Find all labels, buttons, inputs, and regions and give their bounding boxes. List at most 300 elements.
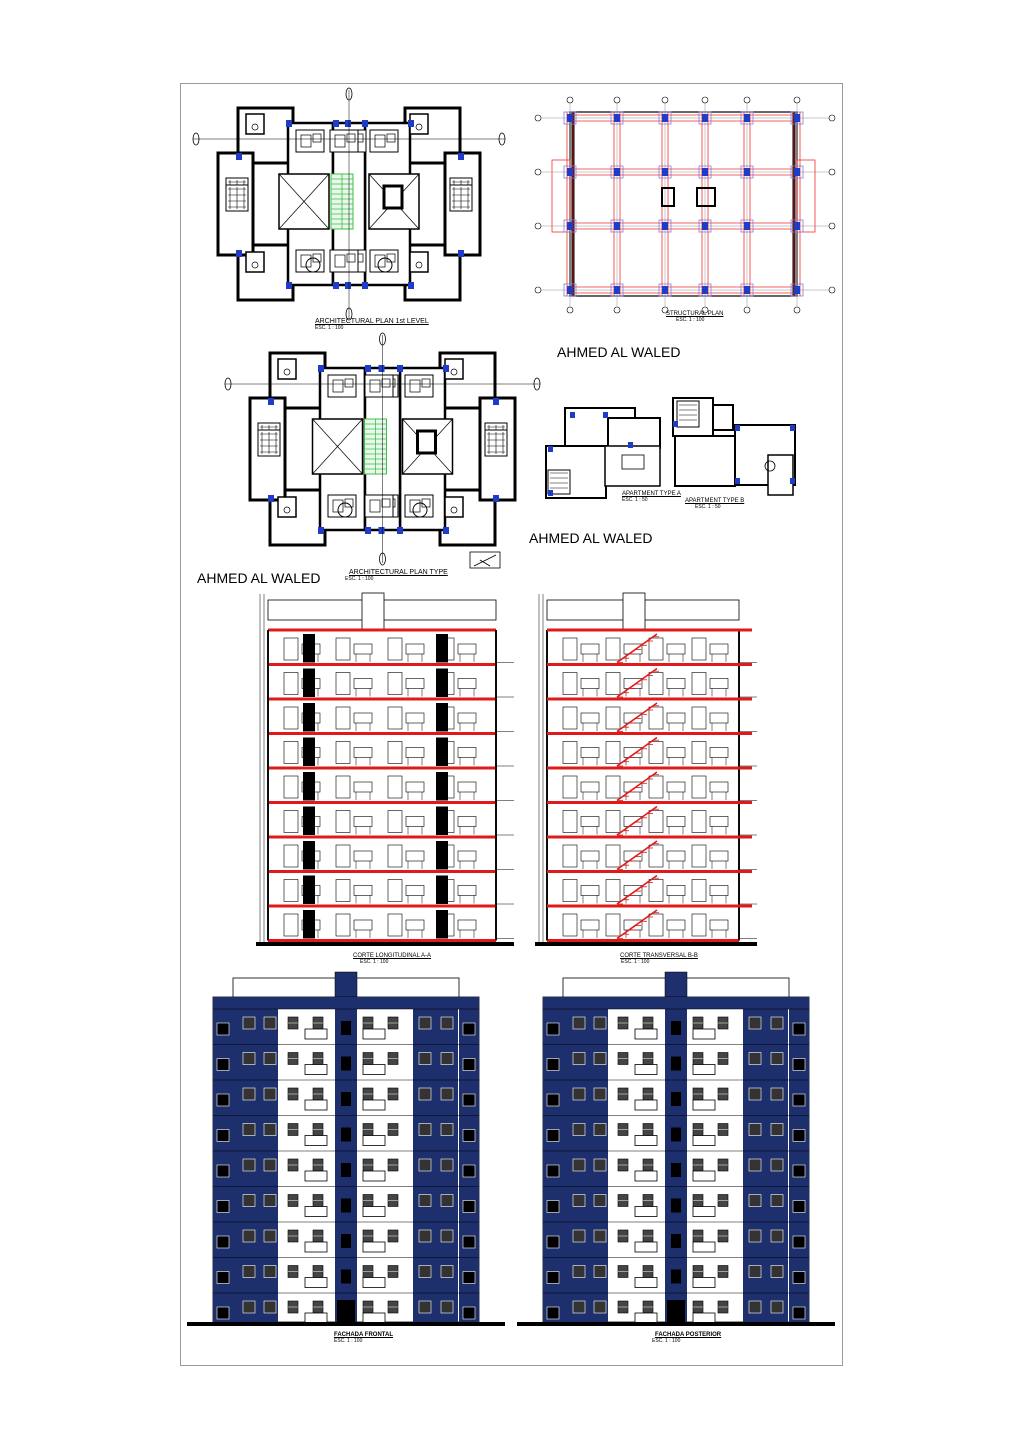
window [594,1301,606,1313]
plan-type-title: ARCHITECTURAL PLAN TYPE [349,569,448,576]
stair-window [671,1128,681,1142]
window [264,1266,276,1278]
window [243,1017,255,1029]
window [217,1201,229,1213]
window [264,1159,276,1171]
column [236,250,242,257]
column [662,114,668,122]
furniture-elevation [458,748,476,758]
column [614,222,620,230]
window [594,1088,606,1100]
door-elevation [336,673,350,695]
window [547,1130,559,1142]
balcony [635,1100,657,1110]
elevator [418,431,436,453]
window [419,1195,431,1207]
stair-window [341,1270,351,1284]
window [793,1130,805,1142]
window [547,1059,559,1071]
door-elevation [563,707,577,729]
window [771,1159,783,1171]
window [243,1088,255,1100]
hatched-wall [436,738,448,767]
door-elevation [336,811,350,833]
furniture-elevation [624,920,642,930]
stair-window [671,1199,681,1213]
door-elevation [388,880,402,902]
hatched-wall [436,876,448,905]
apartment-a-title: APARTMENT TYPE A [622,491,681,497]
furniture-elevation [667,886,685,896]
apt-a-table [622,455,644,469]
window [573,1159,585,1171]
furniture-elevation [710,782,728,792]
column [365,365,371,372]
stair-window [341,1199,351,1213]
door-elevation [692,638,706,660]
window [264,1088,276,1100]
window [749,1266,761,1278]
door-elevation [336,880,350,902]
window [419,1301,431,1313]
balcony [305,1207,327,1217]
column [735,425,740,431]
furniture-elevation [624,817,642,827]
door-elevation [336,845,350,867]
furniture-elevation [581,817,599,827]
window [463,1023,475,1035]
window [749,1017,761,1029]
hatched-wall [303,876,315,905]
axis-bubble [535,115,541,121]
window [243,1266,255,1278]
section-aa-title: CORTE LONGITUDINAL A-A [353,953,432,959]
furniture-elevation [581,679,599,689]
window [793,1165,805,1177]
furniture-elevation [581,886,599,896]
room-furniture [328,495,356,517]
hatched-wall [303,772,315,801]
furniture-elevation [354,920,372,930]
door-elevation [336,914,350,936]
column [567,286,573,294]
column [662,286,668,294]
column [702,222,708,230]
window [547,1165,559,1177]
window [441,1017,453,1029]
plan-1st-level-scale: ESC. 1 : 100 [315,325,344,331]
door-elevation [606,811,620,833]
front-facade [187,972,505,1324]
door-elevation [284,845,298,867]
window [419,1053,431,1065]
axis-bubble [702,97,708,103]
axis-bubble [794,97,800,103]
furniture-elevation [354,748,372,758]
hatched-wall [303,841,315,870]
hatched-wall [303,910,315,939]
window [594,1195,606,1207]
furniture-elevation [406,817,424,827]
furniture-elevation [581,713,599,723]
plan-1st-level-title: ARCHITECTURAL PLAN 1st LEVEL [315,318,429,325]
balcony [635,1029,657,1039]
furniture-elevation [710,920,728,930]
balcony [693,1100,715,1110]
apartment-type-b-plan [673,398,795,495]
column [744,168,750,176]
window [463,1272,475,1284]
furniture-elevation [581,920,599,930]
window [441,1124,453,1136]
facade-rear-title: FACHADA POSTERIOR [655,1332,722,1338]
balcony [635,1171,657,1181]
balcony [693,1278,715,1288]
column [702,286,708,294]
column [397,527,403,534]
window [547,1023,559,1035]
furniture-elevation [406,679,424,689]
door-elevation [606,776,620,798]
door-elevation [284,914,298,936]
furniture-elevation [458,644,476,654]
window [441,1053,453,1065]
door-elevation [692,742,706,764]
door-elevation [606,845,620,867]
window [771,1124,783,1136]
axis-bubble [829,287,835,293]
apt-b-living [675,436,735,486]
apartment-b-title: APARTMENT TYPE B [685,498,745,504]
balcony [693,1242,715,1252]
furniture-elevation [354,713,372,723]
column [548,446,553,452]
stair-window [341,1234,351,1248]
room-furniture [370,250,398,272]
window [771,1301,783,1313]
roof-tower [362,593,384,630]
balcony [693,1207,715,1217]
window [463,1165,475,1177]
furniture-elevation [406,782,424,792]
main-door [337,1300,355,1322]
window [547,1307,559,1319]
furniture-elevation [710,817,728,827]
window [749,1230,761,1242]
axis-bubble [567,97,573,103]
furniture-elevation [458,920,476,930]
column [673,421,678,427]
door-elevation [284,707,298,729]
stair-window [341,1057,351,1071]
architectural-plan-type [225,333,540,565]
top-band [213,997,479,1009]
window [749,1124,761,1136]
window [243,1053,255,1065]
window [573,1088,585,1100]
door-elevation [563,638,577,660]
window [264,1017,276,1029]
longitudinal-section-aa [256,593,514,944]
furniture-elevation [458,782,476,792]
balcony [305,1100,327,1110]
axis-bubble [829,169,835,175]
column [702,114,708,122]
door-elevation [563,776,577,798]
furniture-elevation [710,644,728,654]
stair-window [671,1270,681,1284]
furniture-elevation [406,713,424,723]
door-elevation [563,673,577,695]
hatched-wall [436,841,448,870]
column [735,478,740,484]
furniture-elevation [624,748,642,758]
furniture-elevation [354,851,372,861]
top-band [543,997,809,1009]
furniture-elevation [710,713,728,723]
window [463,1236,475,1248]
column [790,425,795,431]
balcony [693,1065,715,1075]
window [441,1195,453,1207]
facade-front-title: FACHADA FRONTAL [334,1332,393,1338]
door-elevation [606,707,620,729]
furniture-elevation [406,851,424,861]
column [614,286,620,294]
window [441,1266,453,1278]
furniture-elevation [710,886,728,896]
window [264,1230,276,1242]
furniture-elevation [624,851,642,861]
column [286,120,292,127]
room-furniture [330,250,358,272]
hatched-wall [303,634,315,663]
stair-window [671,1092,681,1106]
column [662,168,668,176]
room-furniture [405,375,433,397]
furniture-elevation [710,748,728,758]
furniture-elevation [354,644,372,654]
column [362,282,368,289]
room-furniture [296,130,324,152]
room-furniture [330,130,358,152]
door-elevation [563,811,577,833]
window [573,1230,585,1242]
core-wall [697,188,715,206]
furniture-elevation [667,644,685,654]
window [793,1236,805,1248]
window [547,1201,559,1213]
column [345,120,351,127]
window [217,1307,229,1319]
balcony [693,1029,715,1039]
door-elevation [606,914,620,936]
window [419,1230,431,1242]
furniture-elevation [667,679,685,689]
balcony [363,1278,385,1288]
roof-tower [623,593,645,630]
furniture-elevation [406,748,424,758]
window [573,1266,585,1278]
column [408,282,414,289]
balcony [363,1171,385,1181]
door-elevation [388,811,402,833]
window [771,1230,783,1242]
balcony [305,1065,327,1075]
axis-bubble [829,115,835,121]
door-elevation [388,707,402,729]
hatched-wall [436,807,448,836]
window [793,1272,805,1284]
axis-bubble [614,307,620,313]
structural-plan-title: STRUCTURAL PLAN [666,311,724,317]
window [217,1165,229,1177]
structural-outline [570,112,797,296]
window [573,1301,585,1313]
column [268,398,274,405]
balcony [363,1065,385,1075]
column [443,527,449,534]
furniture-elevation [624,713,642,723]
window [594,1159,606,1171]
stair-window [341,1092,351,1106]
furniture-elevation [581,782,599,792]
balcony [363,1207,385,1217]
rear-facade [517,972,835,1324]
axis-bubble [829,223,835,229]
door-elevation [284,776,298,798]
column [614,114,620,122]
furniture-elevation [624,679,642,689]
window [463,1307,475,1319]
stair-window [671,1021,681,1035]
hatched-wall [303,703,315,732]
window [547,1272,559,1284]
column [794,286,800,294]
facade-rear-scale: ESC. 1 : 100 [652,1338,681,1344]
column [744,286,750,294]
window [419,1088,431,1100]
window [573,1053,585,1065]
door-elevation [388,914,402,936]
column [379,365,385,372]
furniture-elevation [354,679,372,689]
column [702,168,708,176]
window [217,1023,229,1035]
door-elevation [336,638,350,660]
furniture-elevation [458,817,476,827]
door-elevation [284,673,298,695]
door-elevation [563,880,577,902]
column [662,222,668,230]
axis-bubble [567,307,573,313]
door-elevation [692,673,706,695]
window [217,1272,229,1284]
window [793,1023,805,1035]
column [379,527,385,534]
furniture-elevation [710,851,728,861]
hatched-wall [436,634,448,663]
door-elevation [692,880,706,902]
hatched-wall [303,807,315,836]
furniture-elevation [667,782,685,792]
window [243,1195,255,1207]
balcony [635,1278,657,1288]
section-bb-title: CORTE TRANSVERSAL B-B [620,953,698,959]
stair-window [671,1057,681,1071]
furniture-elevation [354,817,372,827]
column [318,365,324,372]
window [217,1130,229,1142]
window [243,1124,255,1136]
column [268,495,274,502]
window [749,1159,761,1171]
section-bb-scale: ESC. 1 : 100 [621,959,650,965]
column [567,114,573,122]
balcony [305,1242,327,1252]
furniture-elevation [458,679,476,689]
section-aa-scale: ESC. 1 : 100 [360,959,389,965]
furniture-elevation [667,748,685,758]
window [441,1301,453,1313]
stair-window [341,1163,351,1177]
door-elevation [388,673,402,695]
window [793,1201,805,1213]
room-furniture [370,130,398,152]
column [458,250,464,257]
door-elevation [692,707,706,729]
apt-b-bath [713,405,733,430]
column [365,527,371,534]
balcony [305,1171,327,1181]
furniture-elevation [581,748,599,758]
column [345,282,351,289]
window [243,1301,255,1313]
door-elevation [692,914,706,936]
door-elevation [284,638,298,660]
roof-tower [665,972,687,1000]
apartment-a-scale: ESC. 1 : 50 [622,497,648,503]
balcony [693,1136,715,1146]
door-elevation [388,742,402,764]
door-elevation [563,742,577,764]
window [573,1124,585,1136]
window [264,1195,276,1207]
balcony [635,1242,657,1252]
column [443,365,449,372]
balcony [305,1029,327,1039]
door-elevation [692,845,706,867]
window [594,1230,606,1242]
door-elevation [692,776,706,798]
window [217,1059,229,1071]
balcony [635,1313,657,1323]
architectural-plan-1st-level [193,88,505,320]
door-elevation [692,811,706,833]
column [548,490,553,496]
door-elevation [336,776,350,798]
door-elevation [284,880,298,902]
door-elevation [284,742,298,764]
furniture-elevation [667,817,685,827]
author-label-3: AHMED AL WALED [197,570,321,586]
apartment-type-a-plan [546,408,660,498]
furniture-elevation [624,644,642,654]
window [749,1301,761,1313]
axis-bubble [535,223,541,229]
column [628,442,633,448]
axis-bubble [614,97,620,103]
